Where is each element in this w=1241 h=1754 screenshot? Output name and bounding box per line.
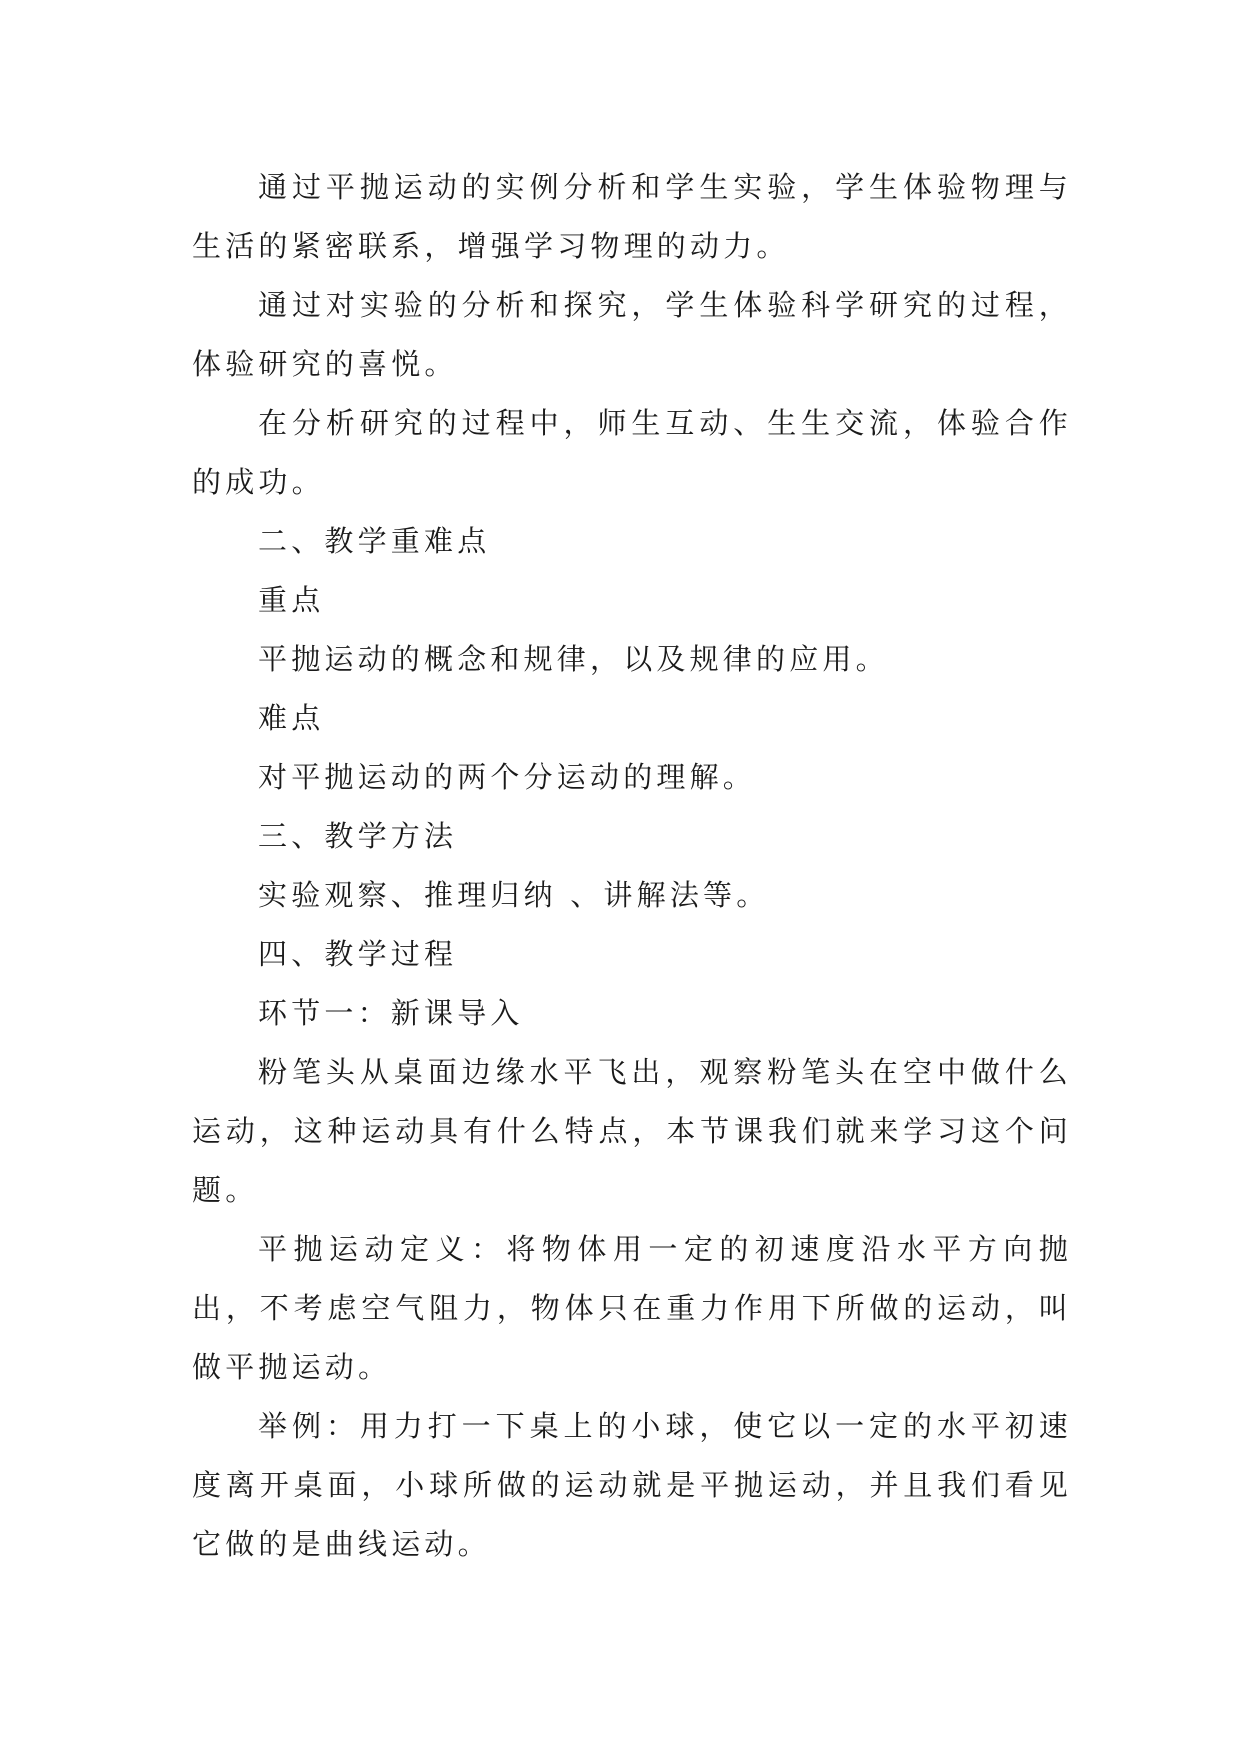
subheading-key-point: 重点 <box>258 583 325 617</box>
paragraph-definition: 平抛运动定义：将物体用一定的初速度沿水平方向抛出，不考虑空气阻力，物体只在重力作用下所做的运动，叫做平抛运动。 <box>192 1232 1072 1384</box>
heading-teaching-process: 四、教学过程 <box>258 937 458 971</box>
paragraph-teaching-methods: 实验观察、推理归纳 、讲解法等。 <box>258 878 770 912</box>
paragraph-key-point: 平抛运动的概念和规律，以及规律的应用。 <box>258 642 889 676</box>
document-page <box>192 158 1072 1574</box>
paragraph-goal-life-connection: 通过平抛运动的实例分析和学生实验，学生体验物理与生活的紧密联系，增强学习物理的动力。 <box>192 170 1072 263</box>
subheading-difficult-point: 难点 <box>258 701 325 735</box>
paragraph-goal-scientific-inquiry: 通过对实验的分析和探究，学生体验科学研究的过程，体验研究的喜悦。 <box>192 288 1072 381</box>
paragraph-difficult-point: 对平抛运动的两个分运动的理解。 <box>258 760 757 794</box>
subheading-lesson-intro: 环节一：新课导入 <box>258 996 524 1030</box>
paragraph-goal-cooperation: 在分析研究的过程中，师生互动、生生交流，体验合作的成功。 <box>192 406 1072 499</box>
heading-key-difficult-points: 二、教学重难点 <box>258 524 491 558</box>
heading-teaching-methods: 三、教学方法 <box>258 819 458 853</box>
paragraph-lesson-intro: 粉笔头从桌面边缘水平飞出，观察粉笔头在空中做什么运动，这种运动具有什么特点，本节课我们就来学习这个问题。 <box>192 1055 1072 1207</box>
paragraph-example: 举例：用力打一下桌上的小球，使它以一定的水平初速度离开桌面，小球所做的运动就是平抛运动，并且我们看见它做的是曲线运动。 <box>192 1409 1072 1561</box>
